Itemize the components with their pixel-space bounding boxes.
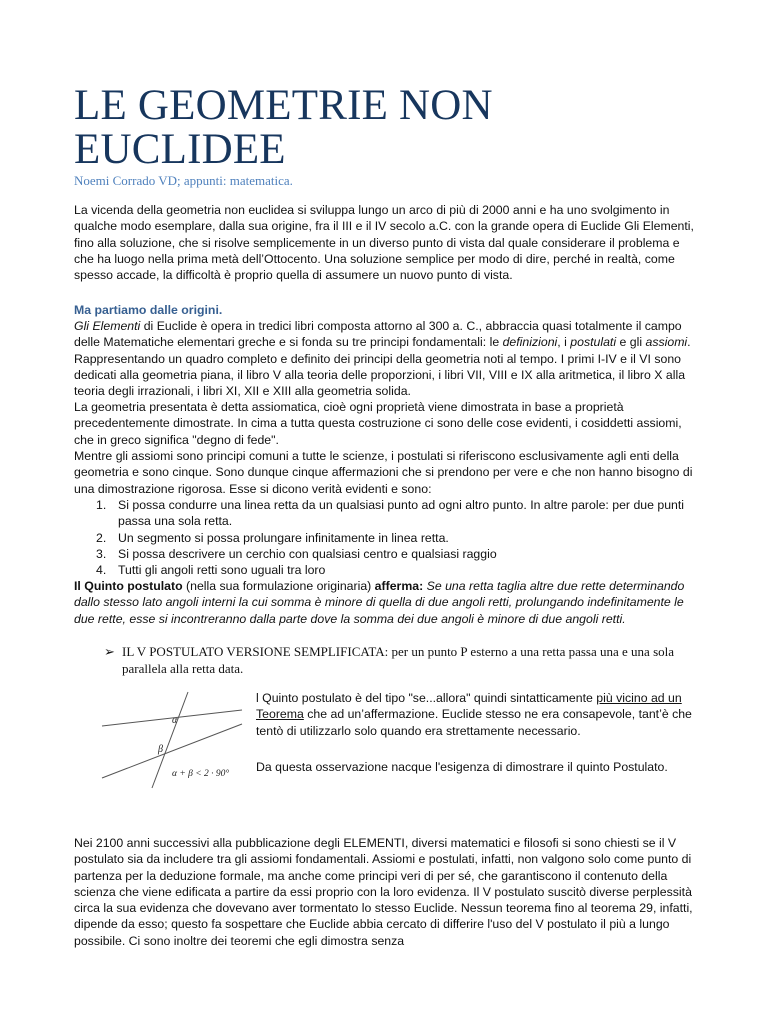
list-number: 3. <box>96 546 107 561</box>
text-bold: Il Quinto postulato <box>74 579 183 593</box>
text-run: e gli <box>616 335 646 350</box>
text-italic: postulati <box>570 335 617 350</box>
list-number: 1. <box>96 498 107 512</box>
demonstration-note: Da questa osservazione nacque l'esigenza di dimostrare il quinto Postulato. <box>256 760 668 774</box>
text-run: (nella sua formulazione originaria) <box>182 579 375 593</box>
text-underlined: più vicino ad un Teorema <box>256 691 682 722</box>
list-item <box>74 562 694 578</box>
text-run: di Euclide è opera in tredici libri composta attorno al 300 a. C., abbraccia quasi totalmente il campo delle Matematiche elementari greche e si fonda su tre principi fondamentali: le <box>74 319 682 350</box>
text-italic: Se una retta taglia altre due rette determinando dallo stesso lato angoli interni la cui somma è minore di quella di due angoli retti, prolungando indefinitamente le due rette, esse si incontreranno dalla parte dove la somma dei due angoli è minore di due angoli retti. <box>74 579 685 626</box>
list-text: Un segmento si possa prolungare infinitamente in linea retta. <box>118 530 449 545</box>
document-subtitle: Noemi Corrado VD; appunti: matematica. <box>74 173 293 188</box>
list-number: 2. <box>96 530 107 545</box>
list-text: Si possa descrivere un cerchio con qualsiasi centro e qualsiasi raggio <box>118 546 497 561</box>
alpha-label: α <box>172 715 178 726</box>
text-run: IL V POSTULATO VERSIONE SEMPLIFICATA: <box>122 644 389 659</box>
angle-formula: α + β < 2 · 90° <box>172 769 230 779</box>
document-title: LE GEOMETRIE NON EUCLIDEE <box>74 82 493 173</box>
simplified-postulate-bullet <box>104 644 694 677</box>
list-item <box>74 546 694 562</box>
list-item <box>74 530 694 546</box>
fifth-postulate-paragraph <box>74 578 694 627</box>
axiomatic-paragraph: La geometria presentata è detta assiomatica, cioè ogni proprietà viene dimostrata in base a proprietà precedentemente dimostrate. In cima a tutta questa costruzione ci sono delle cose evidenti, i cosiddetti assiomi, che in greco significa "degno di fede". <box>74 400 682 447</box>
list-item <box>74 497 694 530</box>
list-text: Si possa condurre una linea retta da un qualsiasi punto ad ogni altro punto. In altre parole: per due punti passa una sola retta. <box>118 498 685 529</box>
list-text: Tutti gli angoli retti sono uguali tra loro <box>118 563 326 578</box>
text-italic: assiomi <box>645 335 688 350</box>
elements-paragraph <box>74 318 694 399</box>
postulates-list <box>74 497 694 578</box>
postulates-paragraph: Mentre gli assiomi sono principi comuni a tutte le scienze, i postulati si riferiscono esclusivamente agli enti della geometria e sono cinque. Sono dunque cinque affermazioni che si prendono per vere e che non hanno bisogno di una dimostrazione rigorosa. Esse si dicono verità evidenti e sono: <box>74 449 693 496</box>
theorem-paragraph <box>256 690 696 739</box>
list-number: 4. <box>96 563 107 578</box>
text-run: per un punto P esterno a una retta passa una e una sola parallela alla retta data. <box>122 644 675 676</box>
text-run: che ad un’affermazione. Euclide stesso ne era consapevole, tant’è che tentò di utilizzarlo solo quando era strettamente necessario. <box>256 707 692 738</box>
section-heading: Ma partiamo dalle origini. <box>74 303 223 317</box>
beta-label: β <box>158 744 163 755</box>
parallel-lines-figure <box>100 690 244 790</box>
text-run: , i <box>557 335 571 350</box>
arrow-bullet-icon: ➢ <box>104 644 115 659</box>
intro-paragraph: La vicenda della geometria non euclidea si sviluppa lungo un arco di più di 2000 anni e ha uno svolgimento in qualche modo esemplare, dalla sua origine, fra il III e il IV secolo a.C. con la grande opera di Euclide Gli Elementi, fino alla soluzione, che si risolve semplicemente in un diverso punto di vista dal quale considerare il problema e che ha luogo nella prima metà dell’Ottocento. Una soluzione semplice per modo di dire, perché in realtà, come spesso accade, la difficoltà è proprio quella di assumere un nuovo punto di vista. <box>74 203 694 283</box>
text-italic: Gli Elementi <box>74 319 141 333</box>
history-paragraph: Nei 2100 anni successivi alla pubblicazione degli ELEMENTI, diversi matematici e filosofi si sono chiesti se il V postulato sia da includere tra gli assiomi fondamentali. Assiomi e postulati, infatti, non valgono solo come punto di partenza per la deduzione formale, ma anche come principi veri di per sé, che garantiscono il contenuto della scienza che viene edificata a partire da essi proprio con la loro evidenza. Il V postulato suscitò diverse perplessità circa la sua evidenza che dovevano aver tormentato lo stesso Euclide. Nessun teorema fino al teorema 29, infatti, dipende da esso; questo fa sospettare che Euclide abbia cercato di differire l'uso del V postulato il più a lungo possibile. Ci sono inoltre dei teoremi che egli dimostra senza <box>74 836 693 948</box>
text-run: l Quinto postulato è del tipo "se...allora" quindi sintatticamente <box>256 691 597 705</box>
text-run: . Rappresentando un quadro completo e definito dei principi della geometria noti al tempo. I primi I-IV e il VI sono dedicati alla geometria piana, il libro V alla teoria delle proporzioni, i libri VII, VIII e IX alla aritmetica, il libro X alla teoria degli irrazionali, i libri XI, XII e XIII alla geometria solida. <box>74 335 691 399</box>
text-bold: afferma: <box>374 579 424 593</box>
text-italic: definizioni <box>502 335 558 350</box>
